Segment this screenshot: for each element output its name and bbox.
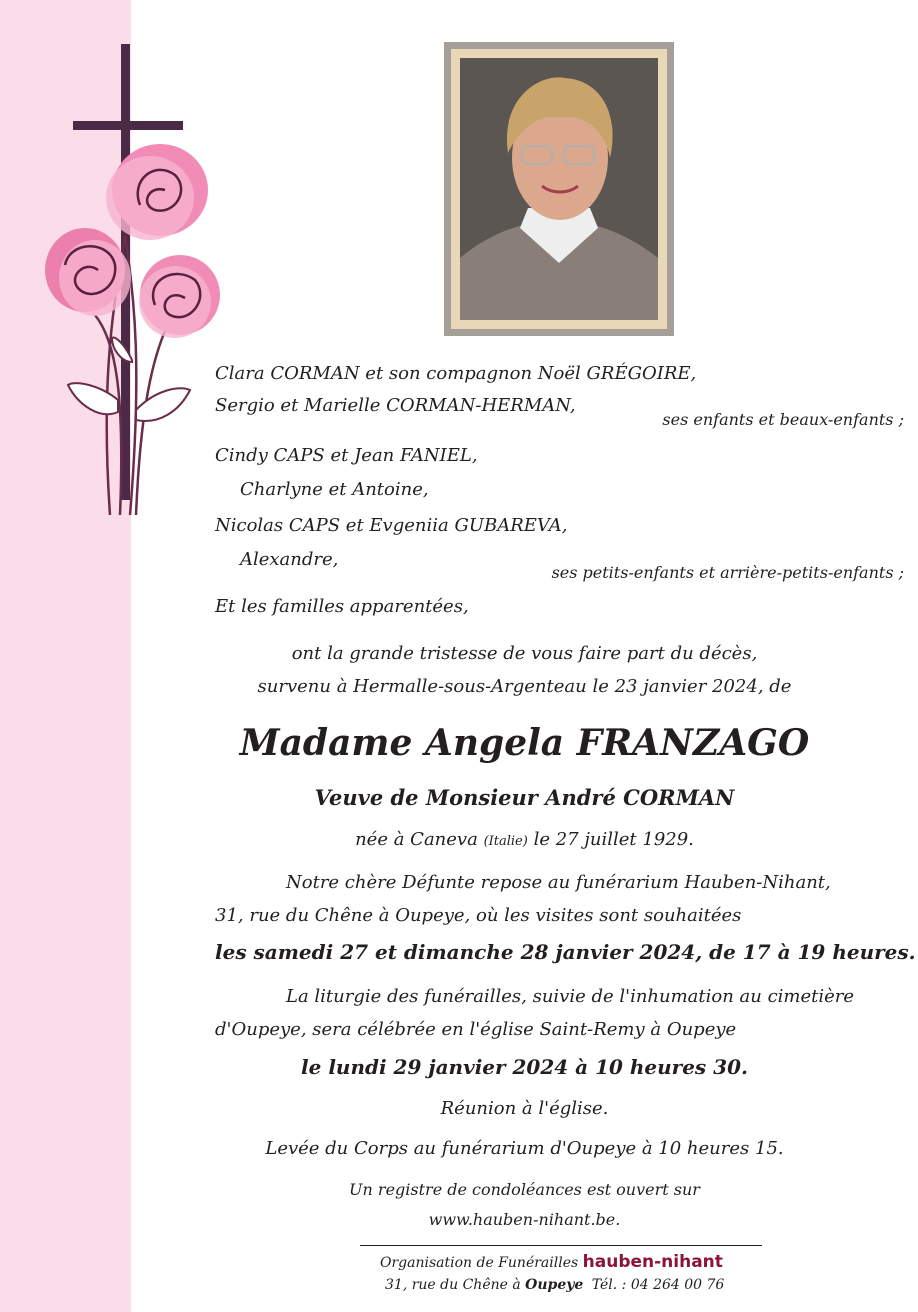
footer-phone: Tél. : 04 264 00 76 — [591, 1277, 725, 1293]
visits-line-3: les samedi 27 et dimanche 28 janvier 2024, de 17 à 19 heures. — [215, 940, 916, 964]
footer-divider — [360, 1245, 762, 1246]
birth-prefix: née à Caneva — [355, 829, 478, 850]
family-line-2: Sergio et Marielle CORMAN-HERMAN, — [215, 395, 576, 416]
family-line-3: Cindy CAPS et Jean FANIEL, — [215, 445, 478, 466]
portrait-photo — [460, 58, 658, 320]
announcement-line-1: ont la grande tristesse de vous faire part du décès, — [291, 643, 758, 664]
footer-org-label: Organisation de Funérailles — [380, 1255, 579, 1271]
family-line-6: Alexandre, — [240, 549, 339, 570]
brand-logo: hauben-nihant — [582, 1252, 723, 1272]
cross-roses-illustration — [30, 40, 230, 530]
funeral-line-4: Réunion à l'église. — [440, 1098, 609, 1119]
visits-line-1: Notre chère Défunte repose au funérarium Hauben-Nihant, — [286, 872, 831, 893]
family-line-5: Nicolas CAPS et Evgeniia GUBAREVA, — [215, 515, 568, 536]
footer-address-city: Oupeye — [525, 1277, 584, 1293]
birth-info — [131, 829, 918, 850]
footer-org — [380, 1252, 723, 1272]
funeral-line-3: le lundi 29 janvier 2024 à 10 heures 30. — [301, 1055, 748, 1079]
footer-address-prefix: 31, rue du Chêne à — [385, 1277, 521, 1293]
family-line-1: Clara CORMAN et son compagnon Noël GRÉGOIRE, — [215, 363, 697, 384]
family-line-4: Charlyne et Antoine, — [240, 479, 429, 500]
portrait-frame — [444, 42, 674, 336]
condolences-link[interactable]: www.hauben-nihant.be. — [428, 1210, 621, 1229]
widow-of: Veuve de Monsieur André CORMAN — [314, 785, 735, 810]
label-children: ses enfants et beaux-enfants ; — [662, 410, 904, 429]
label-grandchildren: ses petits-enfants et arrière-petits-enfants ; — [551, 563, 904, 582]
funeral-line-5: Levée du Corps au funérarium d'Oupeye à 10 heures 15. — [265, 1138, 784, 1159]
condolences-line-1: Un registre de condoléances est ouvert sur — [349, 1180, 700, 1199]
footer-address — [385, 1277, 724, 1293]
family-line-7: Et les familles apparentées, — [215, 596, 469, 617]
birth-country: (Italie) — [483, 834, 528, 849]
funeral-line-2: d'Oupeye, sera célébrée en l'église Saint-Remy à Oupeye — [215, 1019, 737, 1040]
deceased-name: Madame Angela FRANZAGO — [239, 722, 810, 764]
birth-suffix: le 27 juillet 1929. — [533, 829, 694, 850]
announcement-line-2: survenu à Hermalle-sous-Argenteau le 23 janvier 2024, de — [257, 676, 792, 697]
visits-line-2: 31, rue du Chêne à Oupeye, où les visites sont souhaitées — [215, 905, 742, 926]
cross-horizontal — [73, 121, 183, 130]
funeral-line-1: La liturgie des funérailles, suivie de l'inhumation au cimetière — [286, 986, 855, 1007]
